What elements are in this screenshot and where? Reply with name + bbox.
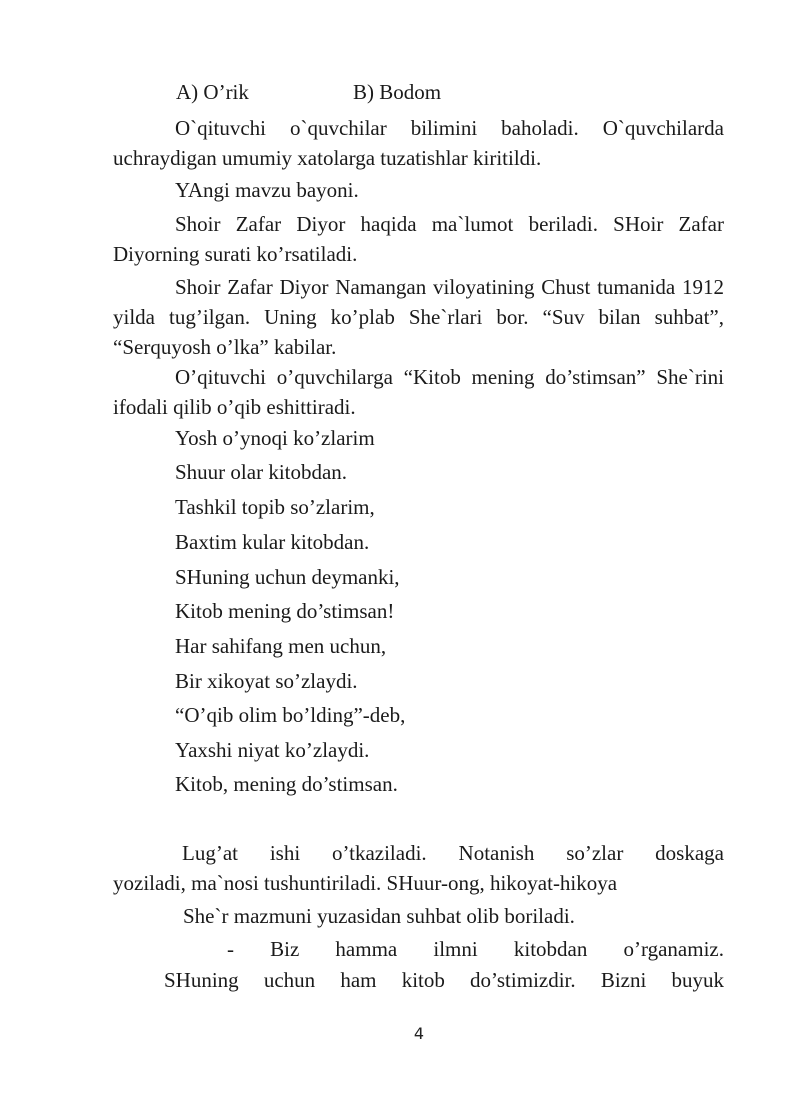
paragraph-conclusion-line-1: - Biz hamma ilmni kitobdan o’rganamiz. <box>227 937 724 961</box>
poem-line: Kitob, mening do’stimsan. <box>175 772 398 796</box>
poem-line: Shuur olar kitobdan. <box>175 460 348 484</box>
poem-line: Yaxshi niyat ko’zlaydi. <box>175 738 370 762</box>
paragraph-poet-bio: Shoir Zafar Diyor Namangan viloyatining Chust tumanida 1912 yilda tug’ilgan. Uning ko’plab She`rlari bor. “Suv bilan suhbat”, “Serquyosh o’lka” kabilar. <box>113 275 724 359</box>
poem-line: Bir xikoyat so’zlaydi. <box>175 669 358 693</box>
paragraph-vocabulary-line-2: yoziladi, ma`nosi tushuntiriladi. SHuur-ong, hikoyat-hikoya <box>113 871 618 895</box>
paragraph-vocabulary-line-1: Lug’at ishi o’tkaziladi. Notanish so’zlar doskaga <box>182 841 724 865</box>
paragraph-conclusion-line-2: SHuning uchun ham kitob do’stimizdir. Bizni buyuk <box>164 968 724 992</box>
paragraph-discussion: She`r mazmuni yuzasidan suhbat olib boriladi. <box>183 904 575 928</box>
poem-line: Baxtim kular kitobdan. <box>175 530 370 554</box>
paragraph-teacher-reading: O’qituvchi o’quvchilarga “Kitob mening do’stimsan” She`rini ifodali qilib o’qib eshittiradi. <box>113 365 724 419</box>
poem-line: SHuning uchun deymanki, <box>175 565 400 589</box>
poem-line: Tashkil topib so’zlarim, <box>175 495 375 519</box>
page-number: 4 <box>413 1024 425 1043</box>
answer-option-a: A) O’rik <box>176 80 249 104</box>
poem-line: Har sahifang men uchun, <box>175 634 387 658</box>
paragraph-assessment: O`qituvchi o`quvchilar bilimini baholadi. O`quvchilarda uchraydigan umumiy xatolarga tuzatishlar kiritildi. <box>113 116 724 170</box>
poem-line: Kitob mening do’stimsan! <box>175 599 395 623</box>
poem-line: Yosh o’ynoqi ko’zlarim <box>175 426 375 450</box>
paragraph-new-topic: YAngi mavzu bayoni. <box>175 178 359 202</box>
answer-option-b: B) Bodom <box>353 80 442 104</box>
poem-line: “O’qib olim bo’lding”-deb, <box>175 703 406 727</box>
paragraph-poet-intro: Shoir Zafar Diyor haqida ma`lumot beriladi. SHoir Zafar Diyorning surati ko’rsatiladi. <box>113 212 724 266</box>
